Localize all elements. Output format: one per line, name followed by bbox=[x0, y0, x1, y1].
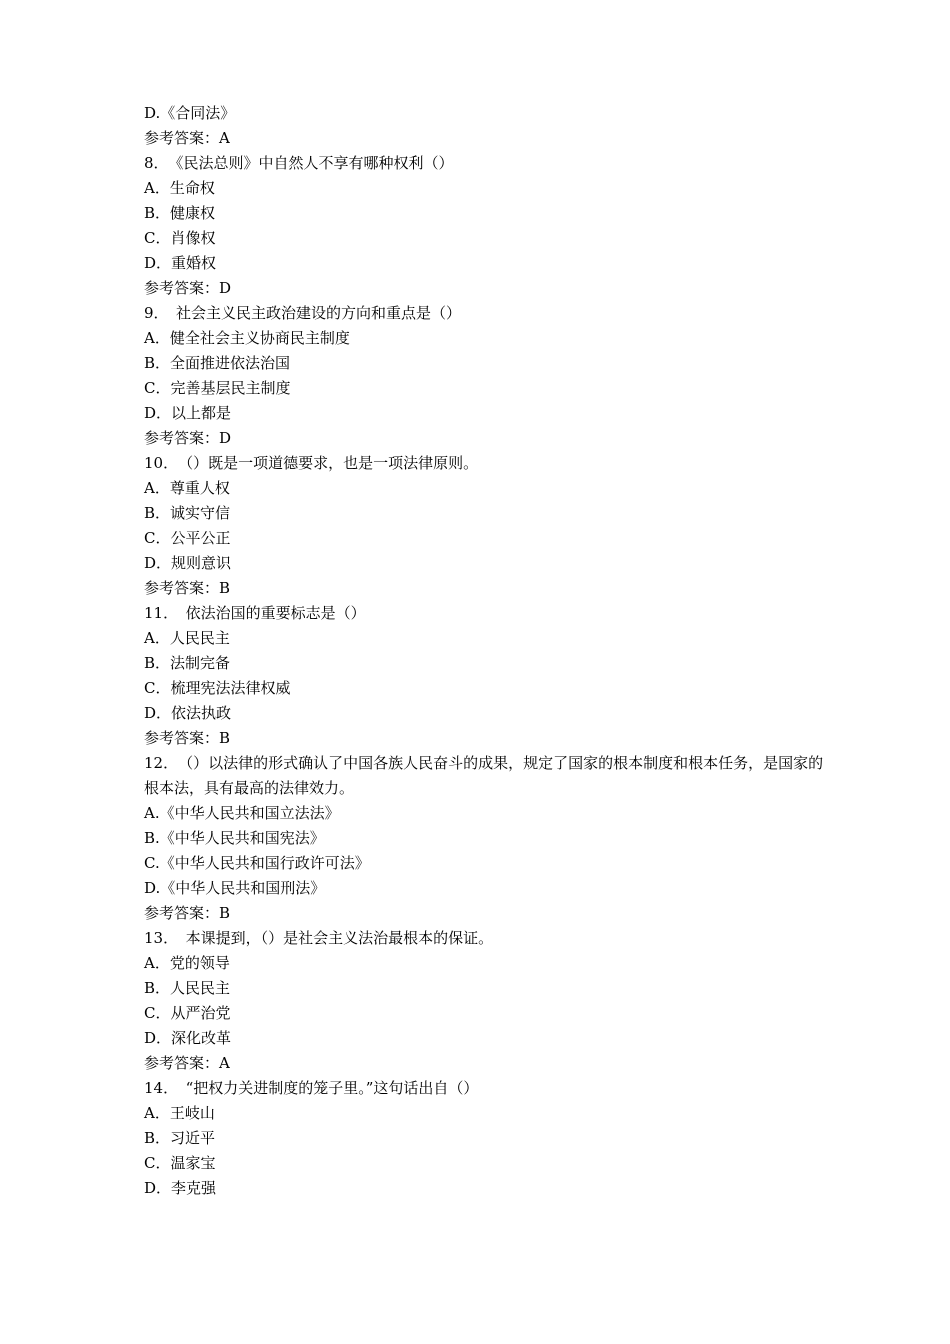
option-a-q8: A．生命权 bbox=[144, 179, 215, 197]
option-d-q9: D．以上都是 bbox=[144, 404, 232, 422]
option-c-q13: C．从严治党 bbox=[144, 1004, 231, 1022]
option-b-q10: B．诚实守信 bbox=[144, 504, 231, 522]
option-b-q8: B．健康权 bbox=[144, 204, 216, 222]
question-9: 9． 社会主义民主政治建设的方向和重点是（） bbox=[144, 304, 462, 322]
option-d-q13: D．深化改革 bbox=[144, 1029, 232, 1047]
option-c-q11: C．梳理宪法法律权威 bbox=[144, 679, 291, 697]
option-b-q12: B.《中华人民共和国宪法》 bbox=[144, 829, 325, 847]
question-11: 11． 依法治国的重要标志是（） bbox=[144, 604, 366, 622]
option-c-q12: C.《中华人民共和国行政许可法》 bbox=[144, 854, 370, 872]
option-b-q14: B．习近平 bbox=[144, 1129, 216, 1147]
option-a-q13: A．党的领导 bbox=[144, 954, 230, 972]
option-b-q11: B．法制完备 bbox=[144, 654, 231, 672]
answer-q9: 参考答案：D bbox=[144, 429, 232, 447]
answer-q11: 参考答案：B bbox=[144, 729, 231, 747]
answer-q10: 参考答案：B bbox=[144, 579, 231, 597]
option-c-q10: C．公平公正 bbox=[144, 529, 231, 547]
option-d-q14: D．李克强 bbox=[144, 1179, 217, 1197]
answer-q7: 参考答案：A bbox=[144, 129, 230, 147]
option-d-q11: D．依法执政 bbox=[144, 704, 232, 722]
option-c-q8: C．肖像权 bbox=[144, 229, 216, 247]
option-a-q11: A．人民民主 bbox=[144, 629, 230, 647]
question-13: 13． 本课提到，（）是社会主义法治最根本的保证。 bbox=[144, 929, 494, 947]
question-12: 12． （）以法律的形式确认了中国各族人民奋斗的成果，规定了国家的根本制度和根本任务，是国家的根本法，具有最高的法律效力。 bbox=[144, 754, 824, 797]
option-a-q10: A．尊重人权 bbox=[144, 479, 230, 497]
question-14: 14． “把权力关进制度的笼子里。”这句话出自（） bbox=[144, 1079, 479, 1097]
answer-q8: 参考答案：D bbox=[144, 279, 232, 297]
option-c-q9: C．完善基层民主制度 bbox=[144, 379, 291, 397]
option-a-q14: A．王岐山 bbox=[144, 1104, 215, 1122]
option-a-q9: A．健全社会主义协商民主制度 bbox=[144, 329, 350, 347]
answer-q12: 参考答案：B bbox=[144, 904, 231, 922]
option-d-q8: D．重婚权 bbox=[144, 254, 217, 272]
option-b-q9: B．全面推进依法治国 bbox=[144, 354, 291, 372]
option-d-q7: D.《合同法》 bbox=[144, 104, 236, 122]
answer-q13: 参考答案：A bbox=[144, 1054, 230, 1072]
option-d-q12: D.《中华人民共和国刑法》 bbox=[144, 879, 326, 897]
option-a-q12: A.《中华人民共和国立法法》 bbox=[144, 804, 340, 822]
option-d-q10: D．规则意识 bbox=[144, 554, 232, 572]
question-10: 10． （）既是一项道德要求，也是一项法律原则。 bbox=[144, 454, 479, 472]
option-c-q14: C．温家宝 bbox=[144, 1154, 216, 1172]
document-page bbox=[144, 101, 824, 1201]
option-b-q13: B．人民民主 bbox=[144, 979, 231, 997]
question-8: 8． 《民法总则》中自然人不享有哪种权利（） bbox=[144, 154, 454, 172]
